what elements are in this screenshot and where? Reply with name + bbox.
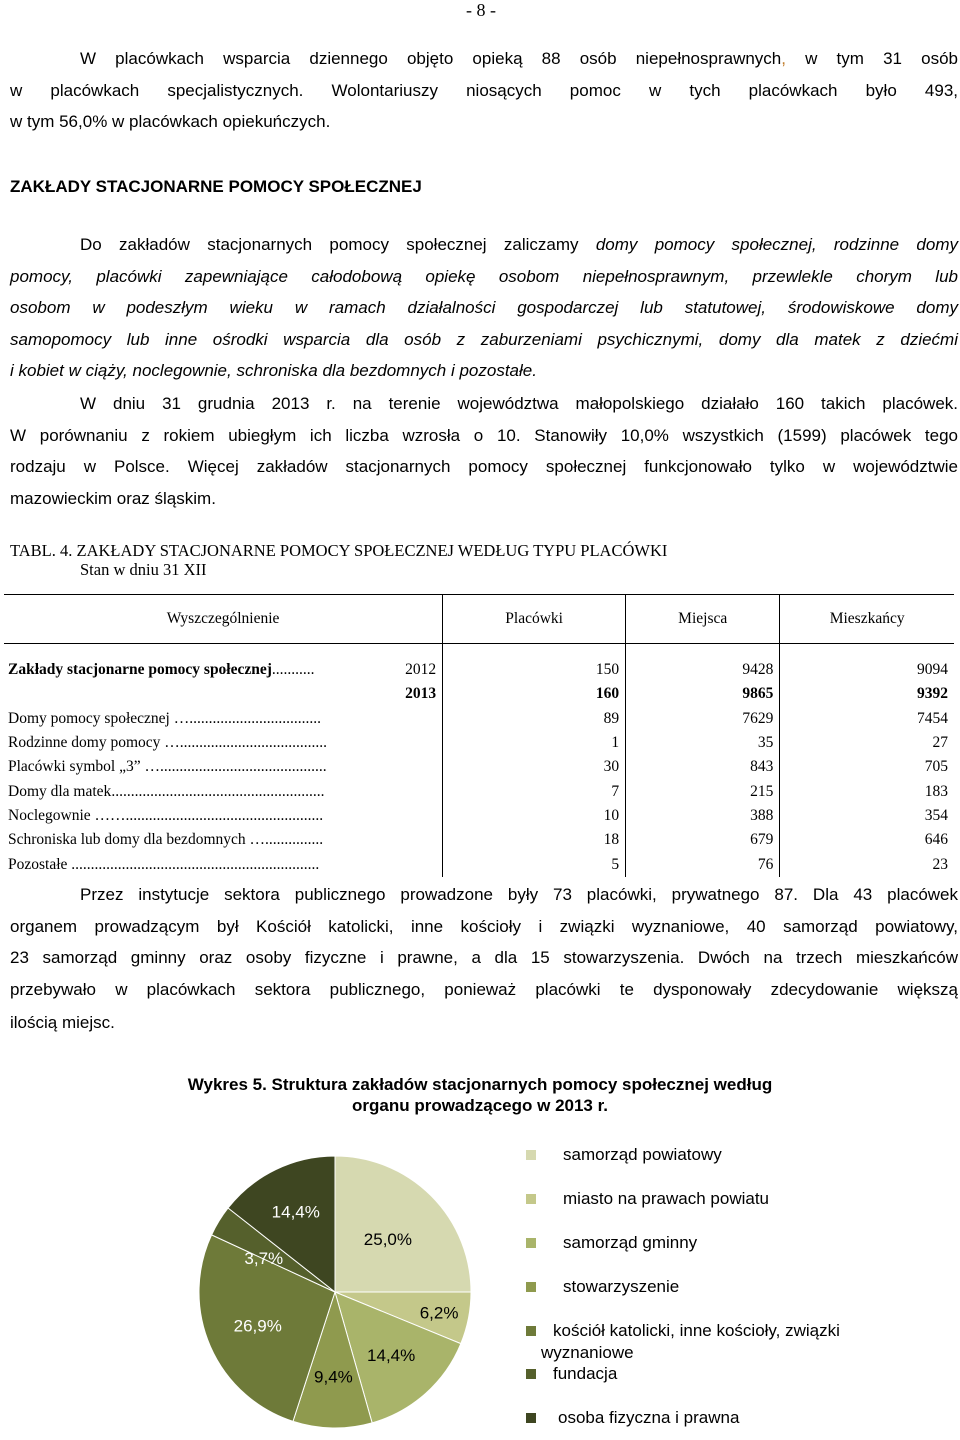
legend-label: miasto na prawach powiatu bbox=[563, 1189, 770, 1208]
cell-placowki: 7 bbox=[443, 779, 626, 803]
cell-placowki: 150 bbox=[443, 658, 626, 682]
header-wyszczegolnienie: Wyszczególnienie bbox=[4, 595, 443, 644]
cell-placowki: 1 bbox=[443, 731, 626, 755]
legend-swatch bbox=[526, 1194, 536, 1204]
definition-line1-italic: domy pomocy społecznej, rodzinne domy bbox=[595, 235, 958, 254]
row-label: Noclegownie bbox=[8, 806, 91, 824]
cell-miejsca: 35 bbox=[626, 731, 780, 755]
intro-comma: , bbox=[781, 49, 786, 68]
definition-line4: samopomocy lub inne ośrodki wsparcia dla osób z zaburzeniami psychicznymi, domy dla matek z dziećmi bbox=[10, 329, 958, 349]
legend-swatch bbox=[526, 1238, 536, 1248]
row-label: Rodzinne domy pomocy bbox=[8, 734, 161, 752]
header-placowki: Placówki bbox=[443, 595, 626, 644]
stats-line2: W porównaniu z rokiem ubiegłym ich liczba wzrosła o 10. Stanowiły 10,0% wszystkich (1599) placówek tego bbox=[10, 425, 958, 445]
owner-paragraph bbox=[10, 879, 958, 1041]
stats-paragraph bbox=[10, 388, 958, 514]
stats-line3: rodzaju w Polsce. Więcej zakładów stacjonarnych pomocy społecznej funkcjonowało tylko w województwie bbox=[10, 457, 958, 476]
chart-title-line1: Wykres 5. Struktura zakładów stacjonarnych pomocy społecznej według bbox=[187, 1075, 773, 1094]
cell-miejsca: 9865 bbox=[626, 682, 780, 706]
legend-label: osoba fizyczna i prawna bbox=[558, 1408, 740, 1427]
header-miejsca: Miejsca bbox=[626, 595, 780, 644]
cell-placowki: 18 bbox=[443, 828, 626, 852]
row-label: Domy dla matek bbox=[8, 782, 112, 800]
cell-miejsca: 843 bbox=[626, 755, 780, 779]
legend-swatch bbox=[526, 1326, 536, 1336]
row-year: 2012 bbox=[405, 661, 437, 679]
definition-line1-plain: Do zakładów stacjonarnych pomocy społecznej zaliczamy bbox=[80, 235, 596, 254]
legend-swatch bbox=[526, 1282, 536, 1292]
row-dots: ........... bbox=[271, 661, 315, 679]
legend-label: stowarzyszenie bbox=[563, 1277, 680, 1296]
cell-miejsca: 9428 bbox=[626, 658, 780, 682]
row-dots: ……................................................... bbox=[90, 806, 324, 824]
row-label: Domy pomocy społecznej bbox=[8, 709, 170, 727]
pie-slice-label: 14,4% bbox=[367, 1345, 416, 1365]
pie-slice-label: 25,0% bbox=[363, 1230, 412, 1250]
data-table bbox=[4, 594, 954, 877]
legend-item bbox=[526, 1407, 739, 1428]
legend-label: wyznaniowe bbox=[541, 1343, 634, 1362]
definition-line2: pomocy, placówki zapewniające całodobową opiekę osobom niepełnosprawnym, przewlekle chorym lub bbox=[10, 266, 958, 286]
chart-title-line2: organu prowadzącego w 2013 r. bbox=[351, 1096, 609, 1115]
cell-placowki: 30 bbox=[443, 755, 626, 779]
intro-line3: w tym 56,0% w placówkach opiekuńczych. bbox=[10, 112, 331, 131]
legend-label: samorząd powiatowy bbox=[563, 1145, 722, 1164]
cell-miejsca: 215 bbox=[626, 779, 780, 803]
cell-placowki: 160 bbox=[443, 682, 626, 706]
table-title: TABL. 4. ZAKŁADY STACJONARNE POMOCY SPOŁECZNEJ WEDŁUG TYPU PLACÓWKI bbox=[10, 541, 668, 560]
header-mieszkancy: Mieszkańcy bbox=[780, 595, 954, 644]
cell-mieszkancy: 27 bbox=[932, 734, 948, 752]
row-label: Zakłady stacjonarne pomocy społecznej bbox=[8, 661, 272, 679]
owner-line2: organem prowadzącym był Kościół katolicki, inne kościoły i związki wyznaniowe, 40 samorząd powiatowy, bbox=[10, 916, 958, 936]
row-label: Schroniska lub domy dla bezdomnych bbox=[8, 831, 246, 849]
row-dots: …............... bbox=[245, 831, 324, 849]
table-row bbox=[4, 707, 954, 731]
pie-slice bbox=[335, 1156, 471, 1292]
cell-mieszkancy: 354 bbox=[924, 806, 948, 824]
legend-swatch bbox=[526, 1413, 536, 1423]
pie-slice-label: 6,2% bbox=[419, 1303, 459, 1323]
legend-item bbox=[526, 1363, 617, 1384]
definition-line3: osobom w podeszłym wieku w ramach działalności gospodarczej lub statutowej, środowiskowe domy bbox=[10, 298, 958, 317]
row-dots: …...................................... bbox=[160, 734, 328, 752]
table-title-block bbox=[10, 541, 667, 579]
cell-miejsca: 7629 bbox=[626, 707, 780, 731]
definition-paragraph bbox=[10, 229, 958, 387]
cell-mieszkancy: 9392 bbox=[917, 685, 948, 703]
owner-line1: Przez instytucje sektora publicznego prowadzone były 73 placówki, prywatnego 87. Dla 43 placówek bbox=[80, 885, 958, 904]
intro-paragraph bbox=[10, 43, 958, 138]
cell-placowki: 10 bbox=[443, 804, 626, 828]
stats-line1: W dniu 31 grudnia 2013 r. na terenie województwa małopolskiego działało 160 takich placówek. bbox=[80, 394, 958, 413]
cell-mieszkancy: 646 bbox=[924, 831, 948, 849]
row-label: Placówki symbol „3” bbox=[8, 758, 141, 776]
cell-miejsca: 388 bbox=[626, 804, 780, 828]
table-row bbox=[4, 658, 954, 682]
legend-swatch bbox=[526, 1369, 536, 1379]
row-year: 2013 bbox=[4, 682, 443, 706]
legend-item-continuation bbox=[526, 1342, 634, 1363]
cell-miejsca: 679 bbox=[626, 828, 780, 852]
table-header-row bbox=[4, 595, 954, 644]
legend-label: kościół katolicki, inne kościoły, związki bbox=[553, 1321, 840, 1340]
page-number: - 8 - bbox=[466, 0, 496, 20]
table-row bbox=[4, 828, 954, 852]
stats-line4: mazowieckim oraz śląskim. bbox=[10, 488, 216, 508]
row-label: Pozostałe bbox=[8, 855, 68, 873]
cell-placowki: 5 bbox=[443, 852, 626, 876]
intro-line1-a: W placówkach wsparcia dziennego objęto opieką 88 osób niepełnosprawnych bbox=[80, 49, 782, 68]
table-row bbox=[4, 779, 954, 803]
legend-item bbox=[526, 1144, 722, 1165]
cell-miejsca: 76 bbox=[626, 852, 780, 876]
row-dots: …........................................... bbox=[140, 758, 327, 776]
legend-item bbox=[526, 1188, 769, 1209]
cell-placowki: 89 bbox=[443, 707, 626, 731]
owner-line3: 23 samorząd gminny oraz osoby fizyczne i prawne, a dla 15 stowarzyszenia. Dwóch na trzech mieszkańców bbox=[10, 948, 958, 967]
definition-line5: i kobiet w ciąży, noclegownie, schroniska dla bezdomnych i pozostałe. bbox=[10, 361, 537, 380]
owner-line5: ilością miejsc. bbox=[10, 1013, 115, 1032]
table-row bbox=[4, 852, 954, 876]
cell-mieszkancy: 23 bbox=[932, 855, 948, 873]
cell-mieszkancy: 7454 bbox=[917, 709, 948, 727]
pie-slice-label: 14,4% bbox=[271, 1202, 320, 1222]
row-dots: ................................................................ bbox=[67, 855, 320, 873]
legend-label: fundacja bbox=[553, 1364, 618, 1383]
pie-slice-label: 3,7% bbox=[244, 1249, 284, 1269]
row-dots: ….................................. bbox=[169, 709, 321, 727]
intro-line1-b: w tym 31 osób bbox=[786, 49, 958, 68]
intro-line2: w placówkach specjalistycznych. Wolontariuszy niosących pomoc w tych placówkach było 493, bbox=[10, 80, 958, 100]
legend-item bbox=[526, 1276, 679, 1297]
table-subtitle: Stan w dniu 31 XII bbox=[80, 560, 207, 579]
pie-slice-label: 9,4% bbox=[314, 1367, 353, 1387]
pie-chart bbox=[190, 1150, 510, 1430]
cell-mieszkancy: 9094 bbox=[917, 661, 948, 679]
table-row bbox=[4, 755, 954, 779]
legend-swatch bbox=[526, 1150, 536, 1160]
legend-item bbox=[526, 1232, 697, 1253]
pie-slice-label: 26,9% bbox=[233, 1316, 282, 1336]
cell-mieszkancy: 705 bbox=[924, 758, 948, 776]
owner-line4: przebywało w placówkach sektora publicznego, ponieważ placówki te dysponowały zdecydowanie większą bbox=[10, 979, 958, 999]
table-row bbox=[4, 682, 954, 706]
legend-item bbox=[526, 1320, 840, 1341]
chart-title bbox=[0, 1074, 960, 1116]
row-dots: ....................................................... bbox=[111, 782, 325, 800]
legend-label: samorząd gminny bbox=[563, 1233, 698, 1252]
section-heading: ZAKŁADY STACJONARNE POMOCY SPOŁECZNEJ bbox=[10, 177, 422, 196]
table-row bbox=[4, 804, 954, 828]
cell-mieszkancy: 183 bbox=[924, 782, 948, 800]
table-row bbox=[4, 731, 954, 755]
